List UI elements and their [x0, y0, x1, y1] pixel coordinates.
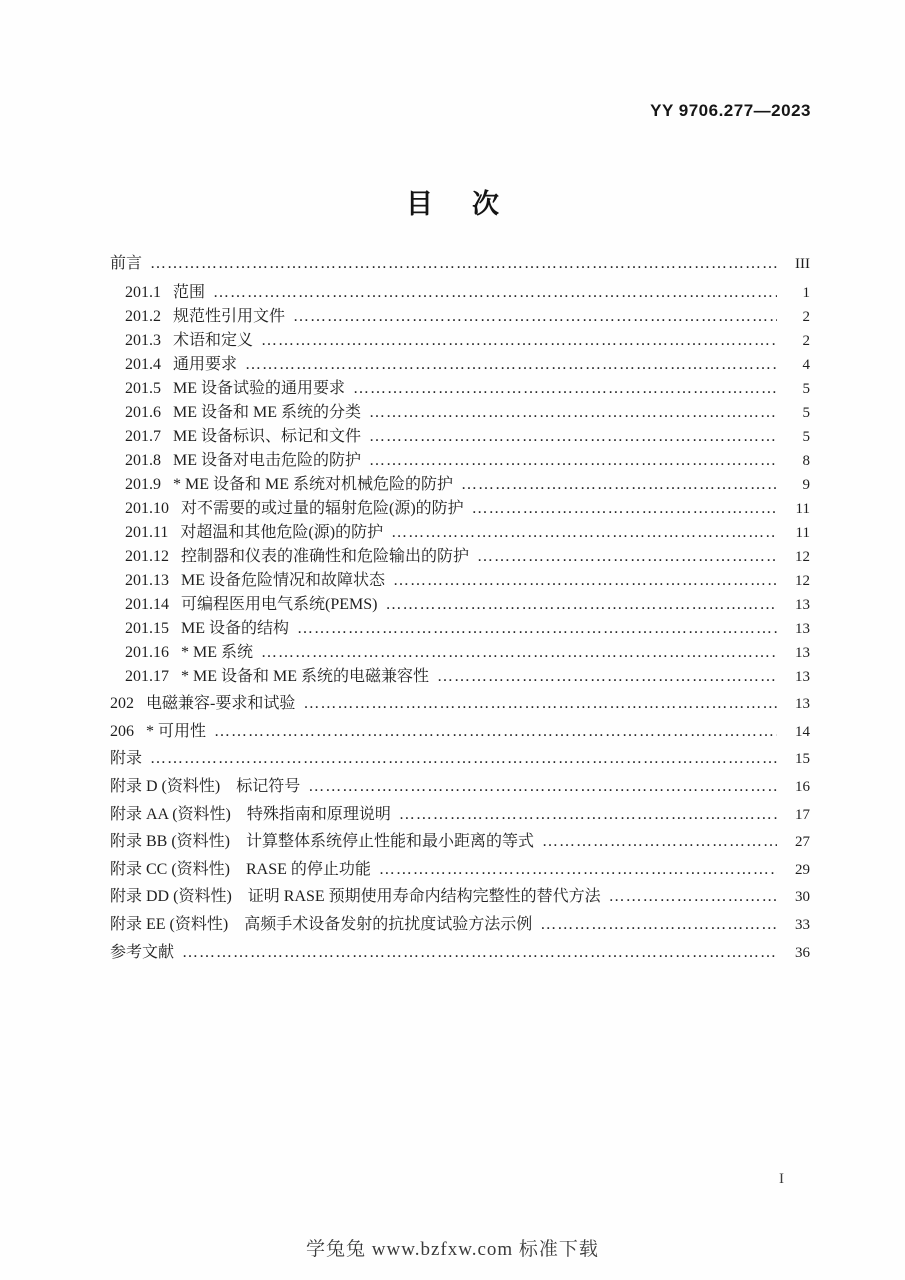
- toc-entry: [110, 521, 810, 545]
- toc-entry-label: 对不需要的或过量的辐射危险(源)的防护: [181, 499, 464, 517]
- toc-entry-number: 201.11: [125, 523, 169, 541]
- toc-entry: [110, 377, 810, 401]
- toc-entry-number: 201.16: [125, 643, 169, 661]
- toc-entry-label: 附录 CC (资料性) RASE 的停止功能: [110, 860, 371, 878]
- footer-page-number: I: [779, 1171, 785, 1187]
- dot-leader: [472, 497, 777, 521]
- toc-entry-label: ME 设备标识、标记和文件: [173, 427, 362, 445]
- toc-entry-number: 201.4: [125, 355, 161, 373]
- toc-entry-page: 14: [795, 723, 810, 740]
- dot-leader: [393, 569, 777, 593]
- toc-entry-label: ME 设备和 ME 系统的分类: [173, 403, 362, 421]
- toc-entry-page: 11: [795, 500, 810, 517]
- toc-entry-number: 201.1: [125, 283, 161, 301]
- toc-entry-label: 附录 AA (资料性) 特殊指南和原理说明: [110, 805, 391, 823]
- toc-entry-label: * 可用性: [146, 722, 207, 740]
- toc-entry-page: 13: [795, 644, 810, 661]
- toc-entry: [110, 830, 810, 854]
- toc-entry-number: 201.10: [125, 499, 169, 517]
- toc-entry: [110, 885, 810, 909]
- toc-entry-label: 电磁兼容-要求和试验: [146, 695, 296, 713]
- toc-entry-number: 201.9: [125, 475, 161, 493]
- toc-entry: [110, 692, 810, 716]
- toc-entry: [110, 473, 810, 497]
- toc-entry-label: 术语和定义: [173, 331, 254, 349]
- toc-entry-label: 规范性引用文件: [173, 307, 286, 325]
- toc-entry-number: 201.15: [125, 619, 169, 637]
- toc-entry-page: 30: [795, 889, 810, 906]
- toc-entry-label: 对超温和其他危险(源)的防护: [180, 523, 384, 541]
- toc-entry-number: 201.12: [125, 547, 169, 565]
- toc-entry-page: 5: [802, 380, 810, 397]
- toc-entry: [110, 305, 810, 329]
- dot-leader: [213, 281, 777, 305]
- toc-entry: [110, 329, 810, 353]
- page-title: 目 次: [406, 189, 505, 219]
- toc-entry: [110, 425, 810, 449]
- toc-entry-page: 17: [795, 806, 810, 823]
- toc-entry-page: 12: [795, 548, 810, 565]
- toc-entry-page: 2: [802, 308, 810, 325]
- toc-entry-page: 5: [802, 428, 810, 445]
- dot-leader: [391, 521, 777, 545]
- toc-entry-number: 201.2: [125, 307, 161, 325]
- toc-entry: [110, 720, 810, 744]
- toc-entry: [110, 593, 810, 617]
- dot-leader: [399, 803, 777, 827]
- watermark-text: 学兔兔 www.bzfxw.com 标准下载: [306, 1239, 599, 1260]
- toc-entry-number: 201.13: [125, 571, 169, 589]
- toc-entry: [110, 913, 810, 937]
- toc-entry-page: 15: [795, 751, 810, 768]
- dot-leader: [369, 425, 777, 449]
- dot-leader: [379, 858, 777, 882]
- toc-entry-page: 8: [802, 452, 810, 469]
- toc-entry-number: 201.17: [125, 667, 169, 685]
- toc-entry-label: 通用要求: [173, 355, 238, 373]
- toc-entry-page: 13: [795, 596, 810, 613]
- dot-leader: [297, 617, 777, 641]
- toc-entry-page: 13: [795, 696, 810, 713]
- dot-leader: [477, 545, 777, 569]
- toc-entry-number: 201.6: [125, 403, 161, 421]
- toc-entry-number: 201.7: [125, 427, 161, 445]
- toc-entry: [110, 747, 810, 771]
- dot-leader: [150, 252, 777, 276]
- toc-entry-label: 附录 BB (资料性) 计算整体系统停止性能和最小距离的等式: [110, 833, 535, 851]
- dot-leader: [437, 665, 777, 689]
- toc-entry-label: 附录 DD (资料性) 证明 RASE 预期使用寿命内结构完整性的替代方法: [110, 888, 601, 906]
- dot-leader: [609, 885, 777, 909]
- toc-entry-page: 12: [795, 572, 810, 589]
- toc-entry: [110, 545, 810, 569]
- toc-entry-page: 29: [795, 861, 810, 878]
- dot-leader: [182, 941, 777, 965]
- toc-entry-label: * ME 设备和 ME 系统的电磁兼容性: [181, 667, 430, 685]
- toc-entry-page: 4: [802, 356, 810, 373]
- dot-leader: [261, 641, 777, 665]
- toc-entry-label: * ME 系统: [181, 643, 254, 661]
- toc-entry-label: ME 设备危险情况和故障状态: [181, 571, 386, 589]
- toc-entry-page: 33: [795, 916, 810, 933]
- toc-entry: [110, 353, 810, 377]
- toc-entry-number: 206: [110, 722, 134, 740]
- dot-leader: [385, 593, 777, 617]
- toc-entry: [110, 252, 810, 276]
- toc-entry-label: 范围: [173, 283, 206, 301]
- toc: [110, 248, 810, 965]
- dot-leader: [540, 913, 777, 937]
- toc-entry-page: 9: [802, 476, 810, 493]
- toc-entry-number: 201.8: [125, 451, 161, 469]
- toc-entry: [110, 941, 810, 965]
- toc-entry-page: 27: [795, 834, 810, 851]
- toc-entry-page: 16: [795, 778, 810, 795]
- toc-entry: [110, 497, 810, 521]
- toc-entry-number: 201.3: [125, 331, 161, 349]
- toc-entry-number: 201.14: [125, 595, 169, 613]
- toc-entry-label: 附录: [110, 750, 143, 768]
- dot-leader: [303, 692, 777, 716]
- dot-leader: [369, 401, 777, 425]
- dot-leader: [214, 720, 777, 744]
- toc-entry: [110, 401, 810, 425]
- dot-leader: [461, 473, 777, 497]
- toc-entry-page: 5: [802, 404, 810, 421]
- standard-number: YY 9706.277—2023: [650, 101, 811, 120]
- toc-entry-label: 参考文献: [110, 943, 175, 961]
- toc-entry-number: 201.5: [125, 379, 161, 397]
- toc-entry-label: 附录 D (资料性) 标记符号: [110, 777, 301, 795]
- toc-entry-page: 13: [795, 668, 810, 685]
- dot-leader: [293, 305, 777, 329]
- toc-entry: [110, 803, 810, 827]
- toc-entry-label: ME 设备试验的通用要求: [173, 379, 346, 397]
- toc-entry-number: 202: [110, 695, 134, 713]
- toc-entry-label: 附录 EE (资料性) 高频手术设备发射的抗扰度试验方法示例: [110, 915, 533, 933]
- toc-entry: [110, 641, 810, 665]
- toc-entry-page: 1: [802, 284, 810, 301]
- toc-entry: [110, 858, 810, 882]
- toc-entry-label: 控制器和仪表的准确性和危险输出的防护: [181, 547, 470, 565]
- dot-leader: [542, 830, 777, 854]
- toc-entry: [110, 569, 810, 593]
- toc-entry: [110, 449, 810, 473]
- toc-entry: [110, 775, 810, 799]
- toc-entry: [110, 665, 810, 689]
- toc-entry: [110, 281, 810, 305]
- toc-entry-label: 前言: [110, 254, 143, 272]
- dot-leader: [261, 329, 777, 353]
- toc-entry-label: * ME 设备和 ME 系统对机械危险的防护: [173, 475, 454, 493]
- toc-entry-label: 可编程医用电气系统(PEMS): [181, 595, 378, 613]
- toc-entry-page: 11: [795, 524, 810, 541]
- dot-leader: [353, 377, 777, 401]
- toc-entry-label: ME 设备对电击危险的防护: [173, 451, 362, 469]
- toc-entry-page: 2: [802, 332, 810, 349]
- toc-entry-page: 36: [795, 944, 810, 961]
- toc-entry-page: 13: [795, 620, 810, 637]
- toc-entry: [110, 617, 810, 641]
- dot-leader: [369, 449, 777, 473]
- dot-leader: [245, 353, 777, 377]
- toc-entry-page: III: [795, 255, 810, 272]
- dot-leader: [308, 775, 777, 799]
- dot-leader: [150, 747, 777, 771]
- toc-entry-label: ME 设备的结构: [181, 619, 290, 637]
